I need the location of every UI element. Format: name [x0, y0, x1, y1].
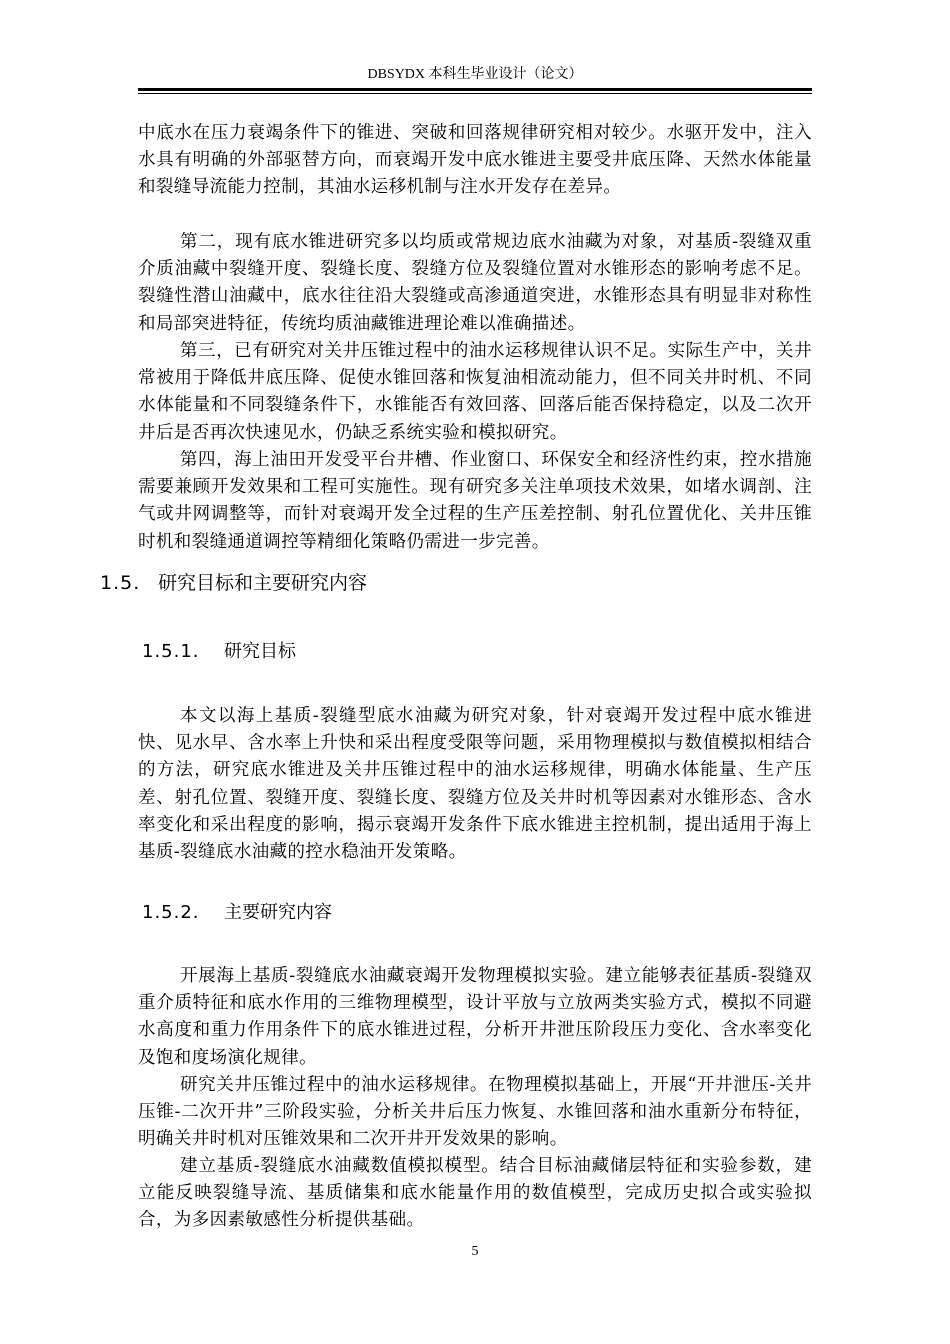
subsection-heading-1-5-1: [142, 638, 296, 666]
paragraph-research-goal: 本文以海上基质-裂缝型底水油藏为研究对象，针对衰竭开发过程中底水锥进快、见水早、含水率上升快和采出程度受限等问题，采用物理模拟与数值模拟相结合的方法，研究底水锥进及关井压锥过程中的油水运移规律，明确水体能量、生产压差、射孔位置、裂缝开度、裂缝长度、裂缝方位及关井时机等因素对水锥形态、含水率变化和采出程度的影响，揭示衰竭开发条件下底水锥进主控机制，提出适用于海上基质-裂缝底水油藏的控水稳油开发策略。: [138, 706, 812, 863]
subsection-heading-1-5-2: [142, 899, 332, 927]
section-title: 研究目标和主要研究内容: [158, 572, 368, 594]
paragraph-fourth: 第四，海上油田开发受平台井槽、作业窗口、环保安全和经济性约束，控水措施需要兼顾开发效果和工程可实施性。现有研究多关注单项技术效果，如堵水调剖、注气或井网调整等，而针对衰竭开发全过程的生产压差控制、射孔位置优化、关井压锥时机和裂缝通道调控等精细化策略仍需进一步完善。: [138, 450, 812, 552]
paragraph-content-3: 建立基质-裂缝底水油藏数值模拟模型。结合目标油藏储层特征和实验参数，建立能反映裂缝导流、基质储集和底水能量作用的数值模型，完成历史拟合或实验拟合，为多因素敏感性分析提供基础。: [138, 1156, 812, 1231]
header-rule-thin: [138, 93, 812, 94]
page-header: DBSYDX 本科生毕业设计（论文）: [367, 67, 583, 82]
section-number: 1.5.: [100, 572, 141, 594]
subsection-number: 1.5.2.: [142, 902, 200, 923]
section-heading-1-5: [100, 569, 367, 597]
paragraph-content-2: 研究关井压锥过程中的油水运移规律。在物理模拟基础上，开展“开井泄压-关井压锥-二次开井”三阶段实验，分析关井后压力恢复、水锥回落和油水重新分布特征，明确关井时机对压锥效果和二次开井开发效果的影响。: [138, 1075, 812, 1150]
page-number: 5: [471, 1244, 479, 1259]
paragraph-content-1: 开展海上基质-裂缝底水油藏衰竭开发物理模拟实验。建立能够表征基质-裂缝双重介质特征和底水作用的三维物理模型，设计平放与立放两类实验方式，模拟不同避水高度和重力作用条件下的底水锥进过程，分析开井泄压阶段压力变化、含水率变化及饱和度场演化规律。: [138, 966, 812, 1068]
header-rule-thick: [138, 88, 812, 91]
subsection-number: 1.5.1.: [142, 641, 200, 662]
subsection-title: 主要研究内容: [224, 902, 332, 923]
paragraph-second: 第二，现有底水锥进研究多以均质或常规边底水油藏为对象，对基质-裂缝双重介质油藏中裂缝开度、裂缝长度、裂缝方位及裂缝位置对水锥形态的影响考虑不足。裂缝性潜山油藏中，底水往往沿大裂缝或高渗通道突进，水锥形态具有明显非对称性和局部突进特征，传统均质油藏锥进理论难以准确描述。: [138, 232, 812, 334]
paragraph-continuation: 中底水在压力衰竭条件下的锥进、突破和回落规律研究相对较少。水驱开发中，注入水具有明确的外部驱替方向，而衰竭开发中底水锥进主要受井底压降、天然水体能量和裂缝导流能力控制，其油水运移机制与注水开发存在差异。: [138, 123, 812, 198]
subsection-title: 研究目标: [224, 641, 296, 662]
paragraph-third: 第三，已有研究对关井压锥过程中的油水运移规律认识不足。实际生产中，关井常被用于降低井底压降、促使水锥回落和恢复油相流动能力，但不同关井时机、不同水体能量和不同裂缝条件下，水锥能否有效回落、回落后能否保持稳定，以及二次开井后是否再次快速见水，仍缺乏系统实验和模拟研究。: [138, 341, 812, 443]
